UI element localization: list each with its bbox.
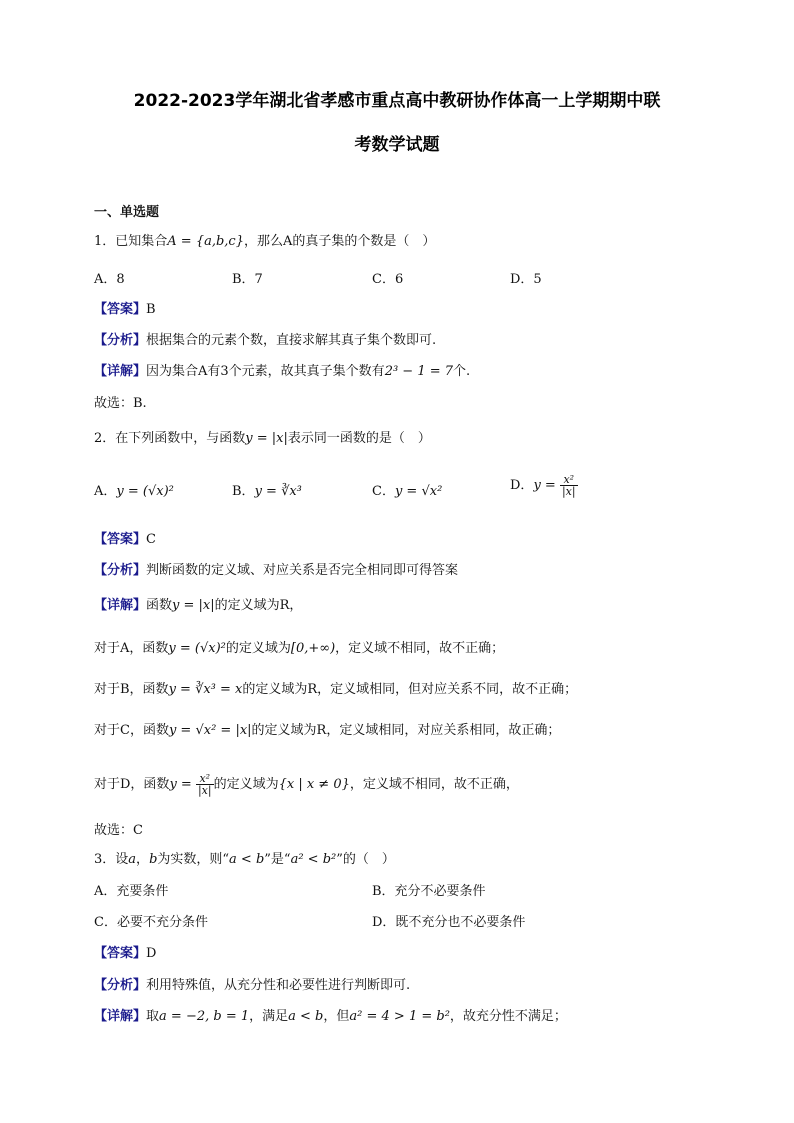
q1-option-d: D．5: [510, 272, 542, 287]
q1-analysis-text: 根据集合的元素个数，直接求解其真子集个数即可.: [146, 333, 437, 348]
q1-option-c: C．6: [372, 272, 404, 287]
q2-stem: [94, 430, 431, 448]
q3-var-b: b: [149, 852, 158, 867]
q3-detail-mid: ，满足: [249, 1009, 289, 1024]
section-heading: 一、单选题: [94, 205, 160, 220]
detail-tag: 【详解】: [94, 364, 147, 379]
detail-tag: 【详解】: [94, 1009, 147, 1024]
case-d-fraction: [196, 773, 214, 796]
q3-cond-2: a² < b²: [290, 852, 337, 867]
q3-detail-tail: ，故充分性不满足；: [449, 1009, 567, 1024]
q2-option-c: [372, 483, 442, 501]
q2-detail-text: 函数: [146, 598, 173, 613]
q2-answer: [94, 531, 156, 549]
q2-option-d-lhs: y =: [533, 478, 556, 493]
q2-answer-value: C: [146, 532, 156, 547]
case-d-lhs: y =: [169, 777, 192, 792]
q2-analysis-text: 判断函数的定义域、对应关系是否完全相同即可得答案: [146, 563, 459, 578]
case-b-text: 对于B，函数: [94, 682, 169, 697]
q3-sep: ，: [136, 852, 150, 867]
doc-title-line2: 考数学试题: [354, 135, 440, 155]
q1-option-b: B．7: [232, 272, 263, 287]
q1-detail-text: 因为集合A有3个元素，故其真子集个数有: [146, 364, 385, 379]
analysis-tag: 【分析】: [94, 333, 147, 348]
fraction-numerator: x²: [560, 474, 578, 486]
case-b-math: y = ∛x³ = x: [168, 682, 243, 697]
case-a-domain: [0,+∞): [290, 641, 336, 656]
q1-analysis: [94, 332, 436, 350]
q3-stem-mid: 为实数，则“: [157, 852, 230, 867]
q3-analysis-text: 利用特殊值，从充分性和必要性进行判断即可.: [146, 978, 411, 993]
q2-func-expr: y = |x|: [245, 431, 288, 446]
case-c-math: y = √x² = |x|: [168, 723, 252, 738]
q2-option-a-label: A．: [94, 484, 117, 499]
q2-option-a: [94, 483, 174, 501]
fraction-numerator: x²: [196, 773, 214, 785]
q1-stem: [94, 233, 435, 251]
q2-option-d: [510, 474, 578, 497]
q2-detail-tail: 的定义域为R，: [214, 598, 303, 613]
q2-case-c: [94, 722, 560, 740]
q2-option-d-label: D．: [510, 478, 534, 493]
case-c-tail: 的定义域为R，定义域相同，对应关系相同，故正确；: [251, 723, 561, 738]
q3-answer: [94, 945, 156, 963]
q1-detail-tail: 个.: [453, 364, 471, 379]
q3-stem-text: 3．设: [94, 852, 129, 867]
answer-tag: 【答案】: [94, 302, 147, 317]
q2-case-a: [94, 640, 504, 658]
q3-answer-value: D: [146, 946, 157, 961]
q2-option-c-math: y = √x²: [394, 484, 443, 499]
q2-option-b: [232, 483, 302, 501]
q3-var-a: a: [128, 852, 137, 867]
answer-tag: 【答案】: [94, 532, 147, 547]
q1-choose: 故选：B.: [94, 396, 147, 411]
q3-option-c: C．必要不充分条件: [94, 915, 208, 930]
q1-answer-value: B: [146, 302, 156, 317]
case-d-domain: {x | x ≠ 0}: [278, 777, 350, 792]
q2-detail: [94, 597, 302, 615]
analysis-tag: 【分析】: [94, 978, 147, 993]
case-a-text: 对于A，函数: [94, 641, 169, 656]
q2-detail-math: y = |x|: [172, 598, 215, 613]
case-a-tail: ，定义域不相同，故不正确；: [335, 641, 505, 656]
q3-detail-compare: a² = 4 > 1 = b²: [349, 1009, 450, 1024]
q1-stem-question: ，那么A的真子集的个数是（ ）: [244, 234, 436, 249]
q3-stem: [94, 851, 395, 869]
fraction-denominator: |x|: [197, 784, 212, 797]
q3-stem-mid2: ”是“: [264, 852, 291, 867]
case-a-mid: 的定义域为: [225, 641, 291, 656]
q3-cond-1: a < b: [229, 852, 265, 867]
q2-option-a-math: y = (√x)²: [116, 484, 174, 499]
q3-option-b: B．充分不必要条件: [372, 884, 486, 899]
q3-option-d: D．既不充分也不必要条件: [372, 915, 526, 930]
case-b-tail: 的定义域为R，定义域相同，但对应关系不同，故不正确；: [242, 682, 578, 697]
q2-stem-text: 2．在下列函数中，与函数: [94, 431, 246, 446]
q2-option-b-label: B．: [232, 484, 255, 499]
case-d-text: 对于D，函数: [94, 777, 170, 792]
doc-title-line1: 2022-2023学年湖北省孝感市重点高中教研协作体高一上学期期中联: [133, 91, 661, 111]
answer-tag: 【答案】: [94, 946, 147, 961]
q2-stem-question: 表示同一函数的是（ ）: [287, 431, 431, 446]
q3-detail-values: a = −2, b = 1: [159, 1009, 250, 1024]
q3-detail-mid2: ，但: [323, 1009, 350, 1024]
q2-option-c-label: C．: [372, 484, 395, 499]
analysis-tag: 【分析】: [94, 563, 147, 578]
q3-option-a: A．充要条件: [94, 884, 169, 899]
q1-option-a: A．8: [94, 272, 125, 287]
q3-stem-question: ”的（ ）: [336, 852, 395, 867]
q1-set-expr: A = {a,b,c}: [167, 234, 244, 249]
case-a-math: y = (√x)²: [168, 641, 226, 656]
q1-stem-text: 1．已知集合: [94, 234, 168, 249]
q3-analysis: [94, 977, 410, 995]
q2-option-d-fraction: [560, 474, 578, 497]
detail-tag: 【详解】: [94, 598, 147, 613]
case-c-text: 对于C，函数: [94, 723, 169, 738]
case-d-tail: ，定义域不相同，故不正确，: [349, 777, 519, 792]
q2-case-b: [94, 681, 577, 699]
fraction-denominator: |x|: [561, 485, 576, 498]
q3-detail-text: 取: [146, 1009, 160, 1024]
case-d-mid: 的定义域为: [213, 777, 279, 792]
q1-answer: [94, 301, 156, 319]
q2-choose: 故选：C: [94, 823, 143, 838]
q2-option-b-math: y = ∛x³: [254, 484, 302, 499]
q1-detail: [94, 363, 470, 381]
q2-analysis: [94, 562, 458, 580]
q2-case-d: [94, 773, 519, 796]
q3-detail: [94, 1008, 567, 1026]
q3-detail-cond: a < b: [288, 1009, 324, 1024]
q1-detail-math: 2³ − 1 = 7: [384, 364, 454, 379]
